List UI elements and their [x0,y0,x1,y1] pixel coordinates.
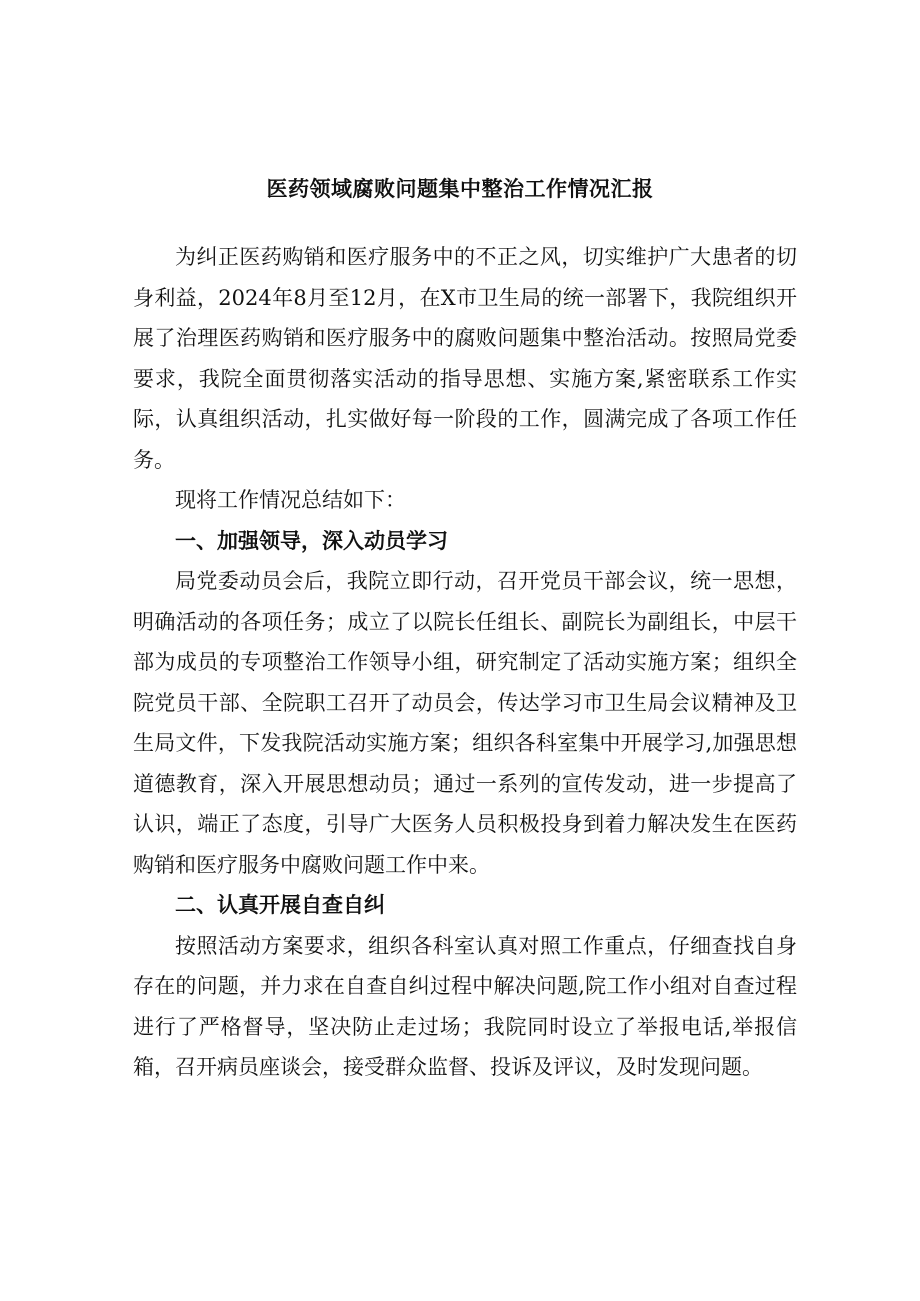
paragraph-intro: 为纠正医药购销和医疗服务中的不正之风，切实维护广大患者的切身利益，2024年8月至12月，在X市卫生局的统一部署下，我院组织开展了治理医药购销和医疗服务中的腐败问题集中整治活动。按照局党委要求，我院全面贯彻落实活动的指导思想、实施方案,紧密联系工作实际，认真组织活动，扎实做好每一阶段的工作，圆满完成了各项工作任务。 [133,245,797,472]
document-body [133,237,797,1088]
paragraph-section-2: 按照活动方案要求，组织各科室认真对照工作重点，仔细查找自身存在的问题，并力求在自查自纠过程中解决问题,院工作小组对自查过程进行了严格督导，坚决防止走过场；我院同时设立了举报电话,举报信箱，召开病员座谈会，接受群众监督、投诉及评议，及时发现问题。 [133,933,797,1079]
section-heading-2: 二、认真开展自查自纠 [175,892,385,917]
paragraph-section-1: 局党委动员会后，我院立即行动，召开党员干部会议，统一思想，明确活动的各项任务；成立了以院长任组长、副院长为副组长，中层干部为成员的专项整治工作领导小组，研究制定了活动实施方案；组织全院党员干部、全院职工召开了动员会，传达学习市卫生局会议精神及卫生局文件，下发我院活动实施方案；组织各科室集中开展学习,加强思想道德教育，深入开展思想动员；通过一系列的宣传发动，进一步提高了认识，端正了态度，引导广大医务人员积极投身到着力解决发生在医药购销和医疗服务中腐败问题工作中来。 [133,569,797,877]
document-title: 医药领域腐败问题集中整治工作情况汇报 [266,176,654,201]
paragraph-summary-lead: 现将工作情况总结如下： [175,488,406,512]
section-heading-1: 一、加强领导，深入动员学习 [175,527,448,553]
